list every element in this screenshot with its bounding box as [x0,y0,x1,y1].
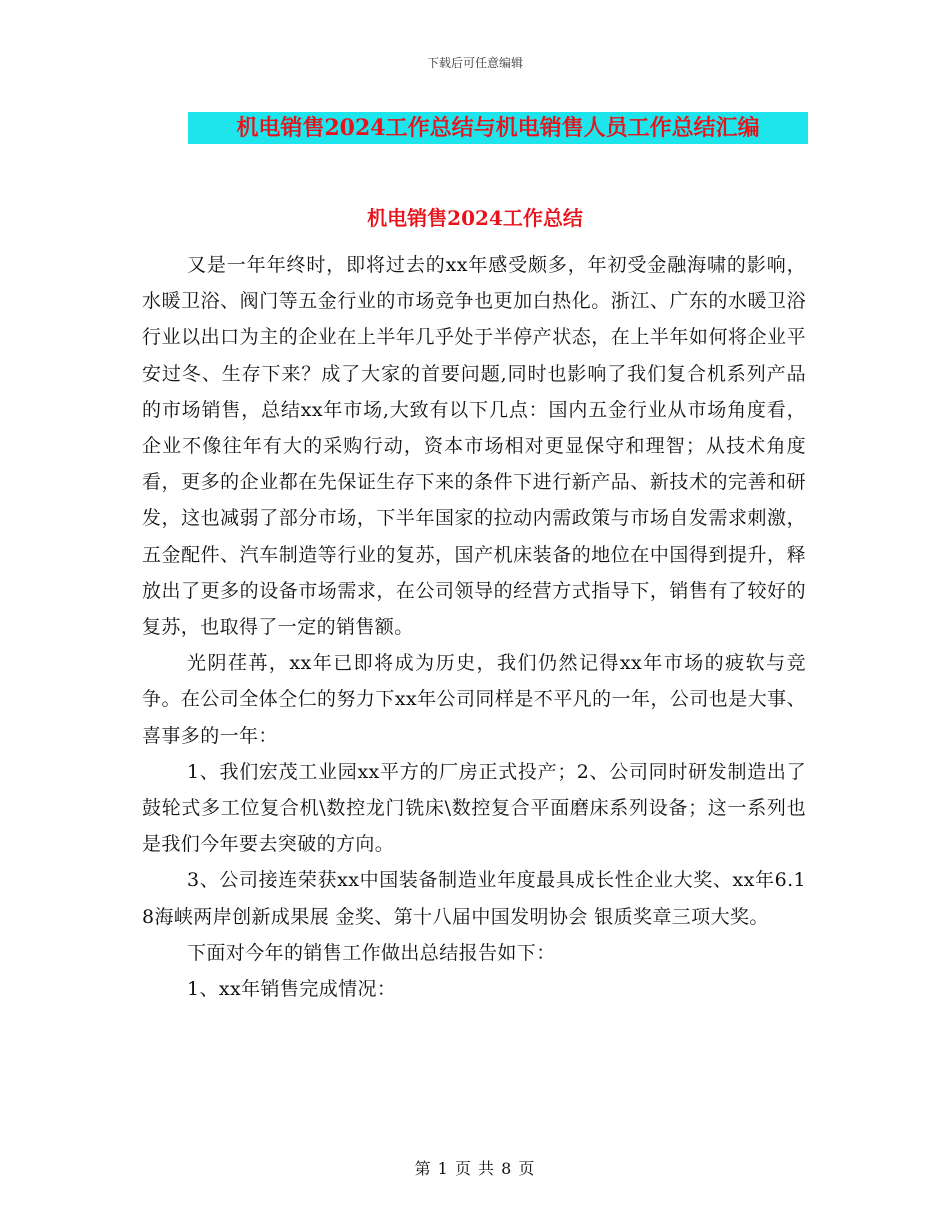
document-body [142,247,806,1007]
document-title: 机电销售2024工作总结与机电销售人员工作总结汇编 [188,112,808,144]
paragraph-review: 光阴荏苒，xx年已即将成为历史，我们仍然记得xx年市场的疲软与竞争。在公司全体仝仁的努力下xx年公司同样是不平凡的一年，公司也是大事、喜事多的一年： [142,652,806,747]
paragraph-item-1-2: 1、我们宏茂工业园xx平方的厂房正式投产；2、公司同时研发制造出了鼓轮式多工位复合机\数控龙门铣床\数控复合平面磨床系列设备；这一系列也是我们今年要去突破的方向。 [142,760,806,856]
paragraph-intro: 又是一年年终时，即将过去的xx年感受颇多，年初受金融海啸的影响，水暖卫浴、阀门等五金行业的市场竞争也更加白热化。浙江、广东的水暖卫浴行业以出口为主的企业在上半年几乎处于半停产状态，在上半年如何将企业平安过冬、生存下来？成了大家的首要问题,同时也影响了我们复合机系列产品的市场销售，总结xx年市场,大致有以下几点：国内五金行业从市场角度看，企业不像往年有大的采购行动，资本市场相对更显保守和理智；从技术角度看，更多的企业都在先保证生存下来的条件下进行新产品、新技术的完善和研发，这也减弱了部分市场，下半年国家的拉动内需政策与市场自发需求刺激，五金配件、汽车制造等行业的复苏，国产机床装备的地位在中国得到提升，释放出了更多的设备市场需求，在公司领导的经营方式指导下，销售有了较好的复苏，也取得了一定的销售额。 [142,254,806,639]
paragraph-report-intro: 下面对今年的销售工作做出总结报告如下： [187,941,556,964]
page-indicator: 第 1 页 共 8 页 [414,1159,536,1178]
paragraph-item-3: 3、公司接连荣获xx中国装备制造业年度最具成长性企业大奖、xx年6.18海峡两岸创新成果展 金奖、第十八届中国发明协会 银质奖章三项大奖。 [142,869,806,928]
paragraph-sales-heading: 1、xx年销售完成情况： [187,978,397,1001]
section-title: 机电销售2024工作总结 [367,206,583,230]
header-note: 下载后可任意编辑 [426,56,523,70]
